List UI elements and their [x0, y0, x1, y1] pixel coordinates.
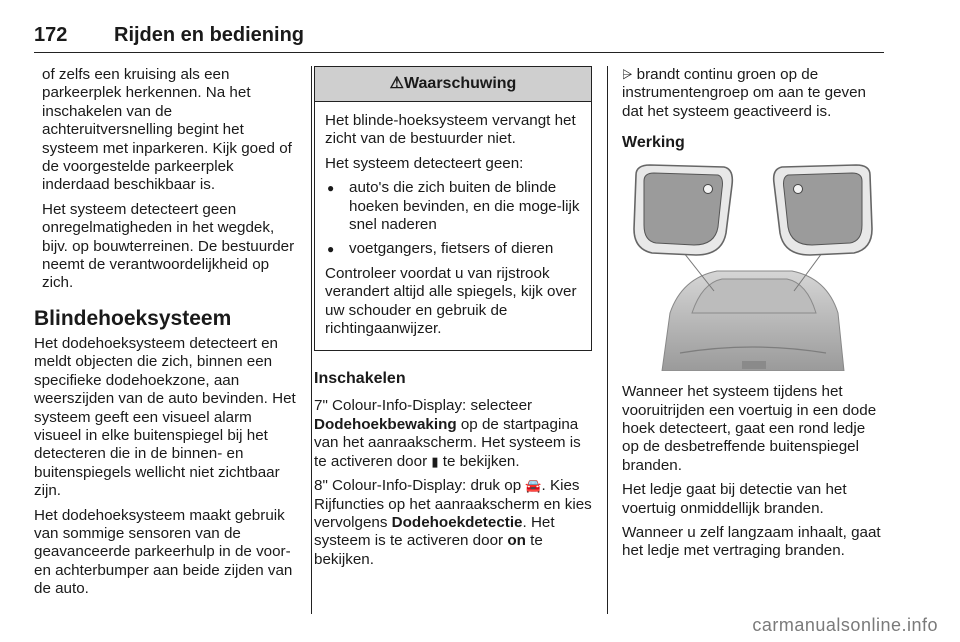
paragraph: 8" Colour-Info-Display: druk op 🚘. Kies Rijfuncties op het aanraakscherm en kies vervolgens Dodehoekdetectie. Het systeem is te activeren door on te bekijken.	[314, 477, 592, 568]
column-divider-left	[311, 66, 312, 614]
warning-text: Het blinde-hoeksysteem vervangt het zicht van de bestuurder niet.	[325, 112, 576, 148]
list-item: ● auto's die zich buiten de blinde hoeken bevinden, en die moge-lijk snel naderen	[325, 179, 581, 234]
page-header	[34, 24, 884, 53]
column-left	[34, 66, 298, 605]
paragraph: Het systeem detecteert geen onregelmatigheden in het wegdek, bijv. op bouwterreinen. De bestuurder neemt de verantwoordelijkheid op zich.	[42, 200, 295, 292]
page-number: 172	[34, 24, 68, 46]
page-title: Rijden en bediening	[114, 24, 305, 46]
paragraph: ⩥ brandt continu groen op de instrumentengroep om aan te geven dat het systeem geactiveerd is.	[622, 66, 867, 120]
paragraph: Het dodehoeksysteem detecteert en meldt objecten die zich, binnen een specifieke dodehoekzone, aan weerszijden van de auto bevinden. Het systeem geeft een visueel alarm visueel in elke buitenspiegel bij het detecteren die in de binnen- en buitenspiegels wellicht niet zichtbaar zijn.	[34, 334, 296, 500]
watermark: carmanualsonline.info	[752, 615, 938, 635]
paragraph: Wanneer het systeem tijdens het vooruitrijden een voertuig in een dode hoek detecteert, gaat een rond ledje op de desbetreffende buitenspiegel branden.	[622, 383, 877, 474]
section-heading: Blindehoeksysteem	[34, 306, 232, 330]
warning-header	[315, 67, 591, 102]
warning-title: Waarschuwing	[404, 75, 517, 92]
column-middle	[314, 66, 592, 575]
section-heading: Werking	[622, 134, 685, 152]
paragraph: Het ledje gaat bij detectie van het voertuig onmiddellijk branden.	[622, 481, 847, 517]
list-item: ● voetgangers, fietsers of dieren	[325, 240, 581, 258]
warning-body	[315, 102, 591, 350]
column-divider-right	[607, 66, 608, 614]
paragraph: of zelfs een kruising als een parkeerplek herkennen. Na het inschakelen van de achteruitversnelling begint het systeem met inparkeren. Kijk goed of de voorgestelde parkeerplek inderdaad beschikbaar is.	[42, 66, 292, 194]
warning-list	[325, 179, 581, 259]
warning-box	[314, 66, 592, 351]
display-icon: ▮	[431, 453, 439, 469]
blind-spot-icon: ⩥	[622, 67, 633, 82]
column-right	[622, 66, 884, 567]
section-heading: Inschakelen	[314, 370, 406, 388]
paragraph: 7" Colour-Info-Display: selecteer Dodehoekbewaking op de startpagina van het aanraakscherm. Het systeem is te activeren door ▮ te bekijken.	[314, 397, 581, 470]
mirror-illustration	[622, 163, 884, 371]
warning-icon: ⚠	[389, 75, 405, 92]
paragraph: Het dodehoeksysteem maakt gebruik van sommige sensoren van de geavanceerde parkeerhulp in de voor- en achterbumper aan beide zijden van de auto.	[34, 506, 293, 598]
paragraph: Wanneer u zelf langzaam inhaalt, gaat het ledje met vertraging branden.	[622, 524, 881, 560]
warning-text: Het systeem detecteert geen:	[325, 154, 524, 172]
warning-text: Controleer voordat u van rijstrook verandert altijd alle spiegels, kijk over uw schouder en gebruik de richtingaanwijzer.	[325, 264, 577, 338]
car-icon: 🚘	[525, 478, 542, 494]
